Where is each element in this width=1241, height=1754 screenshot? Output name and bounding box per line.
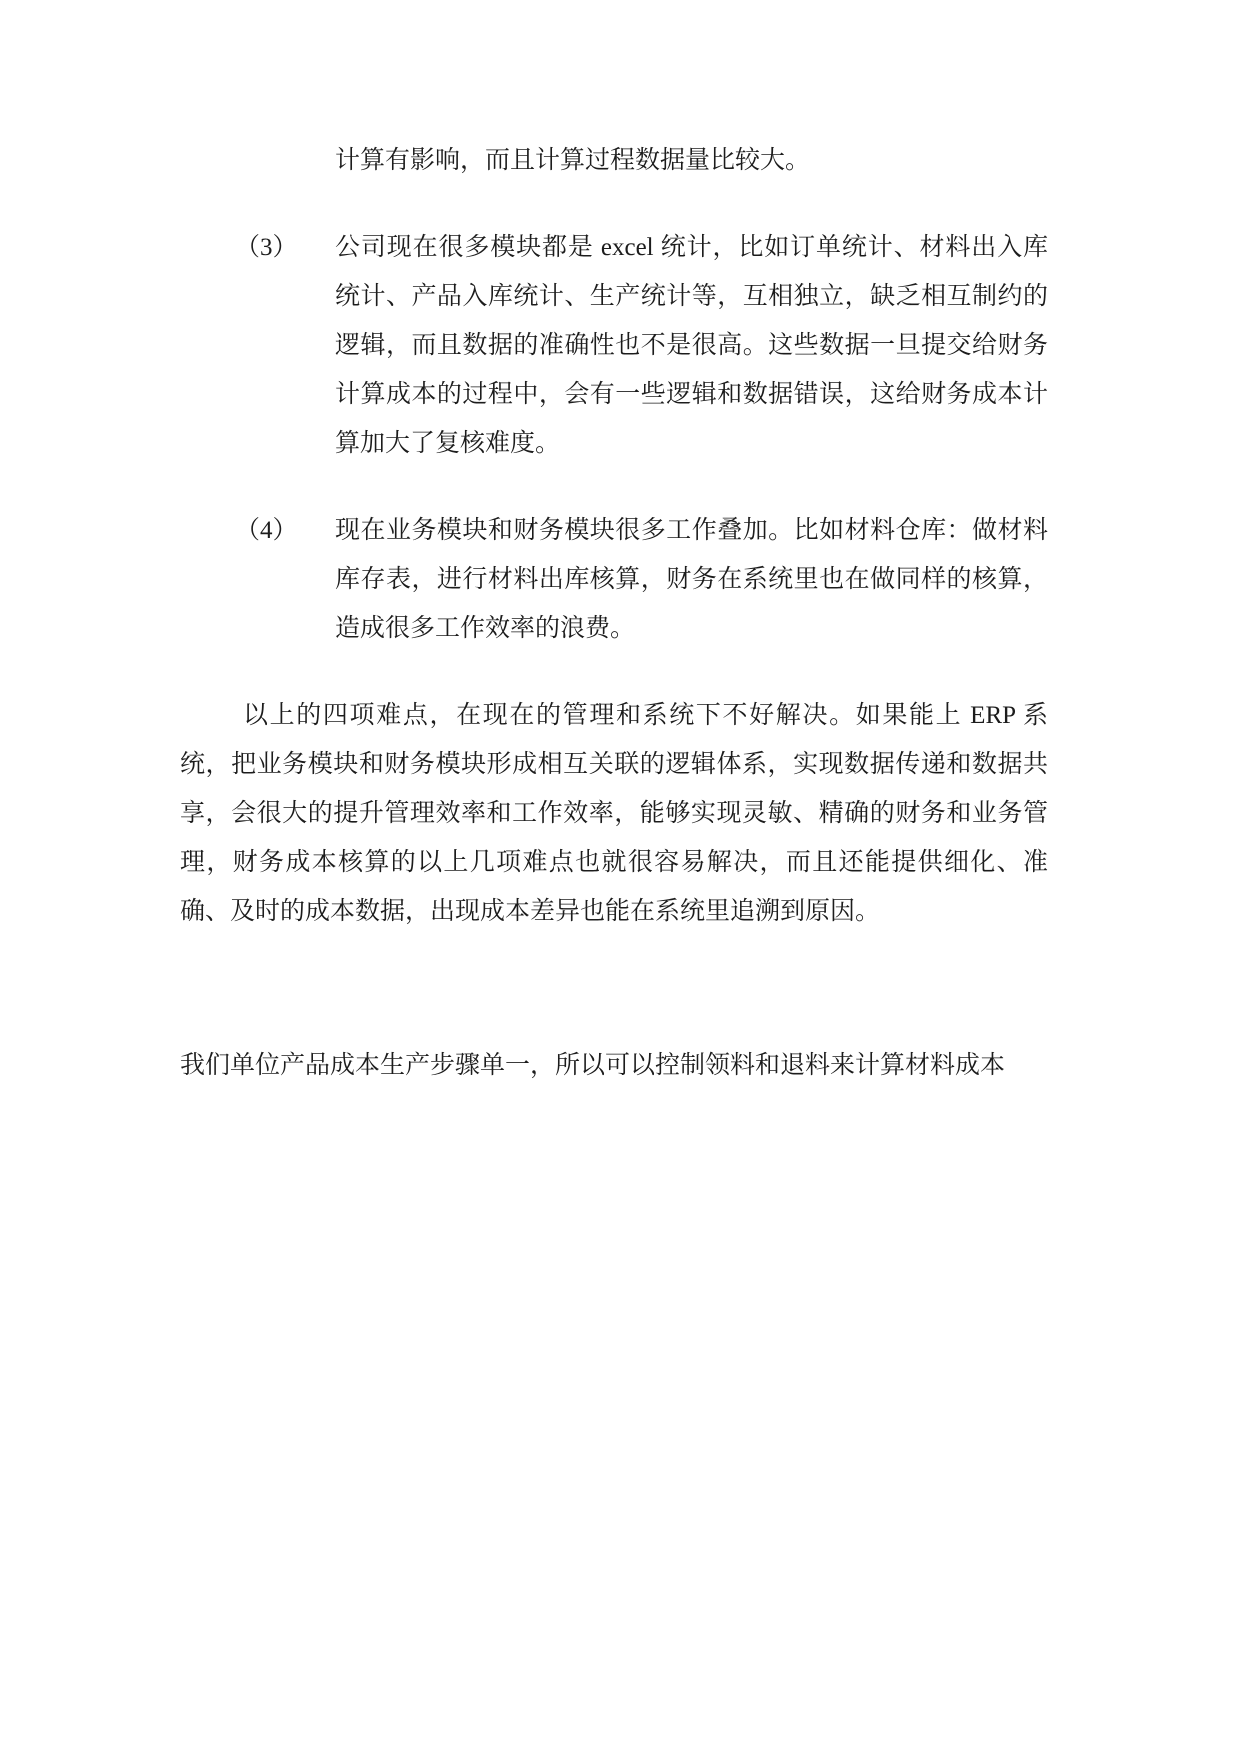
paragraph-item2-continuation bbox=[235, 136, 1048, 185]
list-marker-empty bbox=[235, 136, 335, 185]
list-number-4: （4） bbox=[235, 517, 298, 544]
closing-paragraph: 我们单位产品成本生产步骤单一，所以可以控制领料和退料来计算材料成本 bbox=[180, 1052, 1006, 1079]
numbered-item-3 bbox=[235, 223, 1048, 468]
paragraph-text: 公司现在很多模块都是 excel 统计，比如订单统计、材料出入库统计、产品入库统计、生产统计等，互相独立，缺乏相互制约的逻辑，而且数据的准确性也不是很高。这些数据一旦提交给财务计算成本的过程中，会有一些逻辑和数据错误，这给财务成本计算加大了复核难度。 bbox=[335, 234, 1048, 457]
paragraph-text: 计算有影响，而且计算过程数据量比较大。 bbox=[335, 147, 811, 174]
paragraph-text: 现在业务模块和财务模块很多工作叠加。比如材料仓库：做材料库存表，进行材料出库核算，财务在系统里也在做同样的核算，造成很多工作效率的浪费。 bbox=[335, 517, 1048, 642]
numbered-item-4 bbox=[235, 506, 1048, 653]
summary-paragraph: 以上的四项难点，在现在的管理和系统下不好解决。如果能上 ERP 系统，把业务模块和财务模块形成相互关联的逻辑体系，实现数据传递和数据共享，会很大的提升管理效率和工作效率，能够实现灵敏、精确的财务和业务管理，财务成本核算的以上几项难点也就很容易解决，而且还能提供细化、准确、及时的成本数据，出现成本差异也能在系统里追溯到原因。 bbox=[180, 702, 1048, 925]
list-number-3: （3） bbox=[235, 234, 298, 261]
